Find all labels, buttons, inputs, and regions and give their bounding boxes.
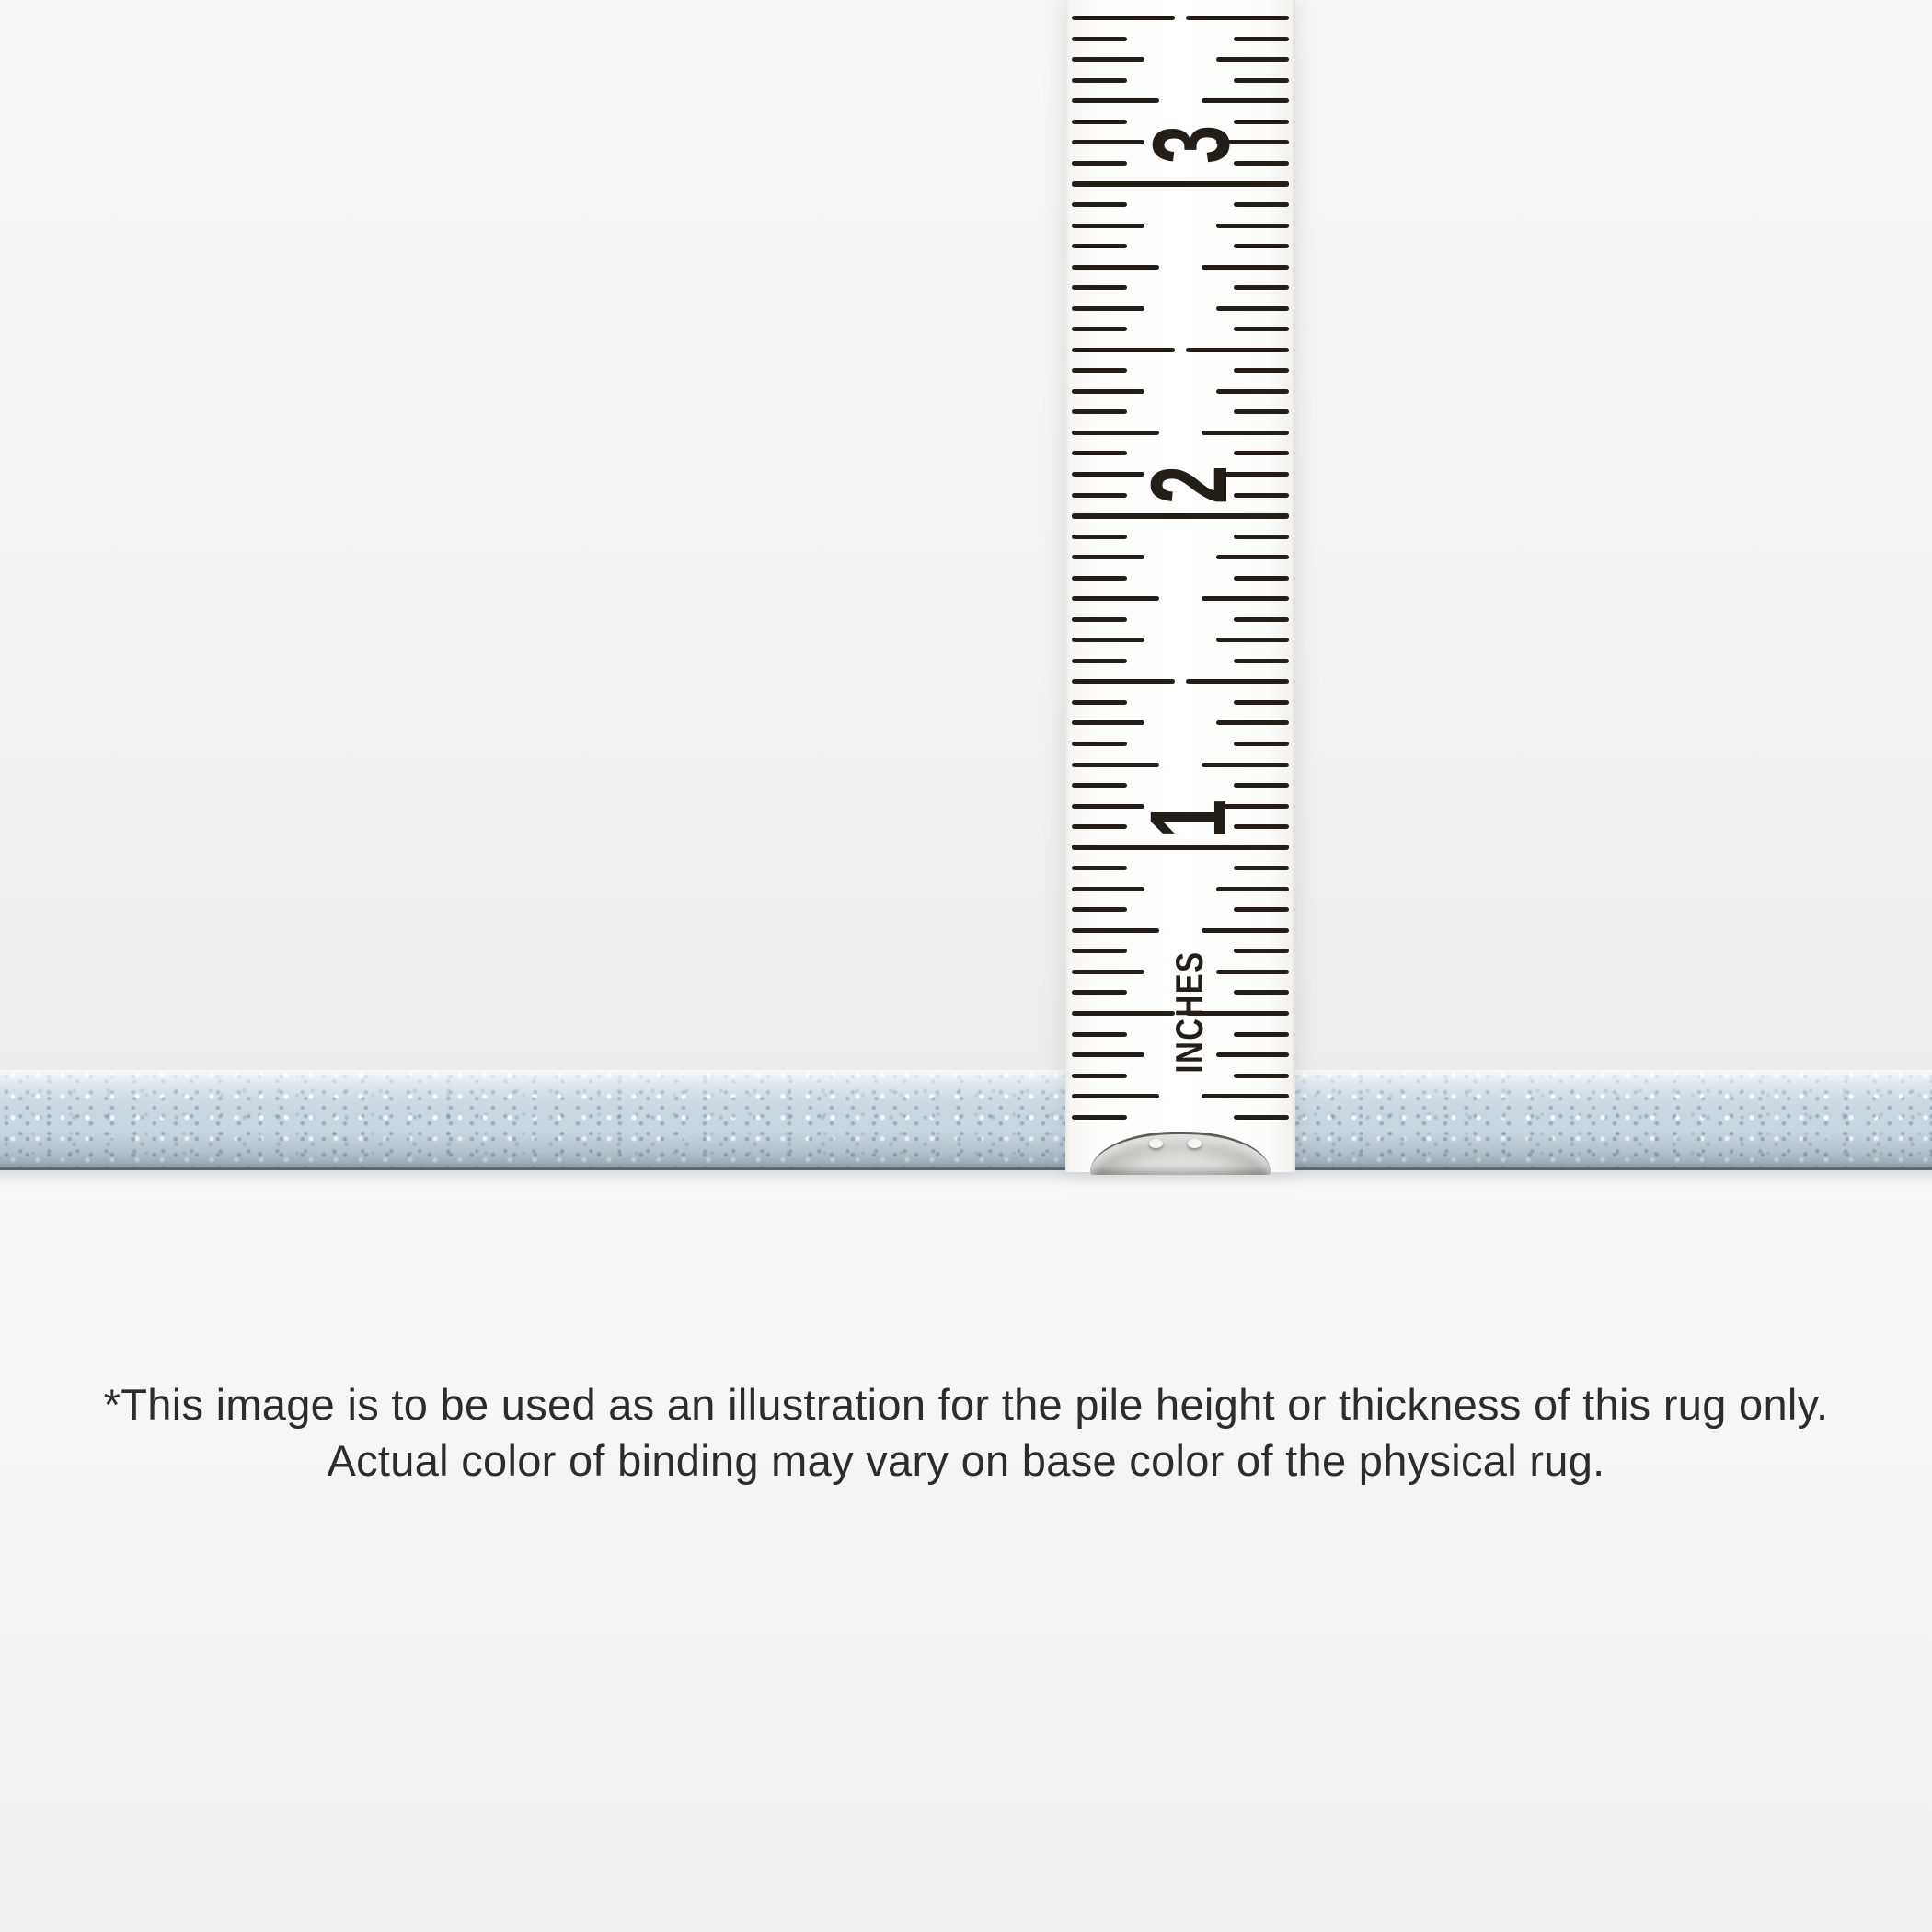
disclaimer-text bbox=[0, 1376, 1932, 1489]
ruler-metal-end-cap bbox=[1090, 1132, 1271, 1175]
ruler-tick-sixteenth bbox=[1234, 368, 1289, 373]
ruler-tick-sixteenth bbox=[1234, 202, 1289, 207]
ruler-tick-sixteenth bbox=[1234, 1115, 1289, 1120]
ruler-tick-sixteenth bbox=[1072, 617, 1127, 622]
ruler-tick-eighth bbox=[1216, 887, 1289, 891]
ruler-tick-half bbox=[1072, 679, 1175, 684]
ruler-tick-sixteenth bbox=[1234, 866, 1289, 870]
ruler-number-2: 2 bbox=[1129, 466, 1250, 505]
floor-surface bbox=[0, 1170, 1932, 1932]
ruler-tick-sixteenth bbox=[1072, 161, 1127, 166]
ruler-tick-sixteenth bbox=[1072, 409, 1127, 414]
ruler-tick-sixteenth bbox=[1072, 576, 1127, 581]
ruler-tick-sixteenth bbox=[1072, 120, 1127, 124]
ruler-tick-eighth bbox=[1216, 555, 1289, 559]
rivet-icon bbox=[1149, 1139, 1163, 1148]
ruler-tick-quarter bbox=[1202, 265, 1289, 270]
ruler-tick-sixteenth bbox=[1072, 742, 1127, 746]
ruler-tick-half bbox=[1072, 16, 1175, 20]
ruler-tick-quarter bbox=[1072, 596, 1159, 601]
ruler-tick-quarter bbox=[1202, 763, 1289, 767]
ruler-tick-sixteenth bbox=[1072, 949, 1127, 953]
ruler-tick-quarter bbox=[1202, 928, 1289, 933]
ruler-tick-sixteenth bbox=[1072, 327, 1127, 331]
ruler-tick-half bbox=[1186, 348, 1289, 352]
ruler-tick-quarter bbox=[1072, 265, 1159, 270]
ruler-tick-sixteenth bbox=[1072, 451, 1127, 455]
ruler-tick-eighth bbox=[1216, 638, 1289, 642]
ruler-tick-eighth bbox=[1072, 224, 1144, 228]
ruler-tick-sixteenth bbox=[1072, 1032, 1127, 1037]
ruler-tick-sixteenth bbox=[1072, 368, 1127, 373]
ruler-tick-eighth bbox=[1216, 720, 1289, 725]
ruler-tick-sixteenth bbox=[1234, 949, 1289, 953]
ruler-tick-half bbox=[1186, 16, 1289, 20]
ruler-tick-sixteenth bbox=[1072, 285, 1127, 290]
ruler-tick-eighth bbox=[1216, 57, 1289, 62]
ruler-tick-sixteenth bbox=[1234, 742, 1289, 746]
disclaimer-line-2: Actual color of binding may vary on base color of the physical rug. bbox=[327, 1436, 1605, 1485]
ruler-number-3: 3 bbox=[1131, 125, 1252, 165]
ruler-tick-sixteenth bbox=[1234, 327, 1289, 331]
ruler-tick-sixteenth bbox=[1234, 535, 1289, 539]
rug-edge bbox=[0, 1070, 1932, 1170]
ruler-tick-sixteenth bbox=[1072, 1115, 1127, 1120]
ruler-tick-quarter bbox=[1072, 431, 1159, 435]
ruler-tick-sixteenth bbox=[1072, 78, 1127, 83]
ruler-tick-eighth bbox=[1216, 224, 1289, 228]
ruler-tick-eighth bbox=[1072, 555, 1144, 559]
ruler-tick-sixteenth bbox=[1234, 409, 1289, 414]
ruler-tick-sixteenth bbox=[1234, 700, 1289, 705]
ruler-tick-sixteenth bbox=[1072, 783, 1127, 788]
ruler-tick-sixteenth bbox=[1234, 659, 1289, 663]
ruler-tick-sixteenth bbox=[1072, 866, 1127, 870]
ruler-tick-eighth bbox=[1072, 306, 1144, 311]
ruler-tick-sixteenth bbox=[1234, 37, 1289, 41]
ruler-tick-eighth bbox=[1072, 638, 1144, 642]
ruler-tick-sixteenth bbox=[1234, 576, 1289, 581]
ruler-tick-quarter bbox=[1072, 928, 1159, 933]
rug-shadow bbox=[0, 1170, 1932, 1187]
ruler-tick-sixteenth bbox=[1072, 535, 1127, 539]
ruler-tick-eighth bbox=[1072, 720, 1144, 725]
ruler-tick-sixteenth bbox=[1072, 37, 1127, 41]
ruler-tick-quarter bbox=[1072, 1094, 1159, 1098]
ruler-tick-quarter bbox=[1202, 596, 1289, 601]
ruler-tick-sixteenth bbox=[1072, 824, 1127, 829]
ruler-tick-sixteenth bbox=[1072, 244, 1127, 248]
ruler-tick-half bbox=[1186, 679, 1289, 684]
ruler-number-1: 1 bbox=[1128, 799, 1249, 839]
ruler-tick-quarter bbox=[1072, 763, 1159, 767]
ruler-tick-sixteenth bbox=[1072, 700, 1127, 705]
ruler-tick-quarter bbox=[1202, 431, 1289, 435]
ruler-tick-sixteenth bbox=[1072, 907, 1127, 912]
ruler bbox=[1065, 0, 1295, 1172]
ruler-tick-eighth bbox=[1072, 57, 1144, 62]
ruler-tick-sixteenth bbox=[1072, 202, 1127, 207]
ruler-tick-sixteenth bbox=[1072, 493, 1127, 498]
ruler-tick-eighth bbox=[1216, 306, 1289, 311]
ruler-unit-label: INCHES bbox=[1167, 950, 1211, 1074]
ruler-tick-sixteenth bbox=[1072, 659, 1127, 663]
ruler-tick-eighth bbox=[1072, 389, 1144, 394]
ruler-tick-sixteenth bbox=[1234, 244, 1289, 248]
ruler-tick-eighth bbox=[1072, 887, 1144, 891]
ruler-tick-sixteenth bbox=[1072, 1074, 1127, 1078]
ruler-tick-eighth bbox=[1216, 389, 1289, 394]
ruler-tick-sixteenth bbox=[1234, 617, 1289, 622]
ruler-tick-sixteenth bbox=[1234, 1074, 1289, 1078]
rivet-icon bbox=[1188, 1139, 1202, 1148]
ruler-tick-sixteenth bbox=[1234, 285, 1289, 290]
ruler-tick-quarter bbox=[1202, 1094, 1289, 1098]
ruler-tick-sixteenth bbox=[1234, 907, 1289, 912]
ruler-tick-half bbox=[1072, 348, 1175, 352]
ruler-tick-sixteenth bbox=[1234, 78, 1289, 83]
ruler-tick-sixteenth bbox=[1072, 990, 1127, 995]
disclaimer-line-1: *This image is to be used as an illustration for the pile height or thickness of this rug only. bbox=[103, 1380, 1829, 1429]
